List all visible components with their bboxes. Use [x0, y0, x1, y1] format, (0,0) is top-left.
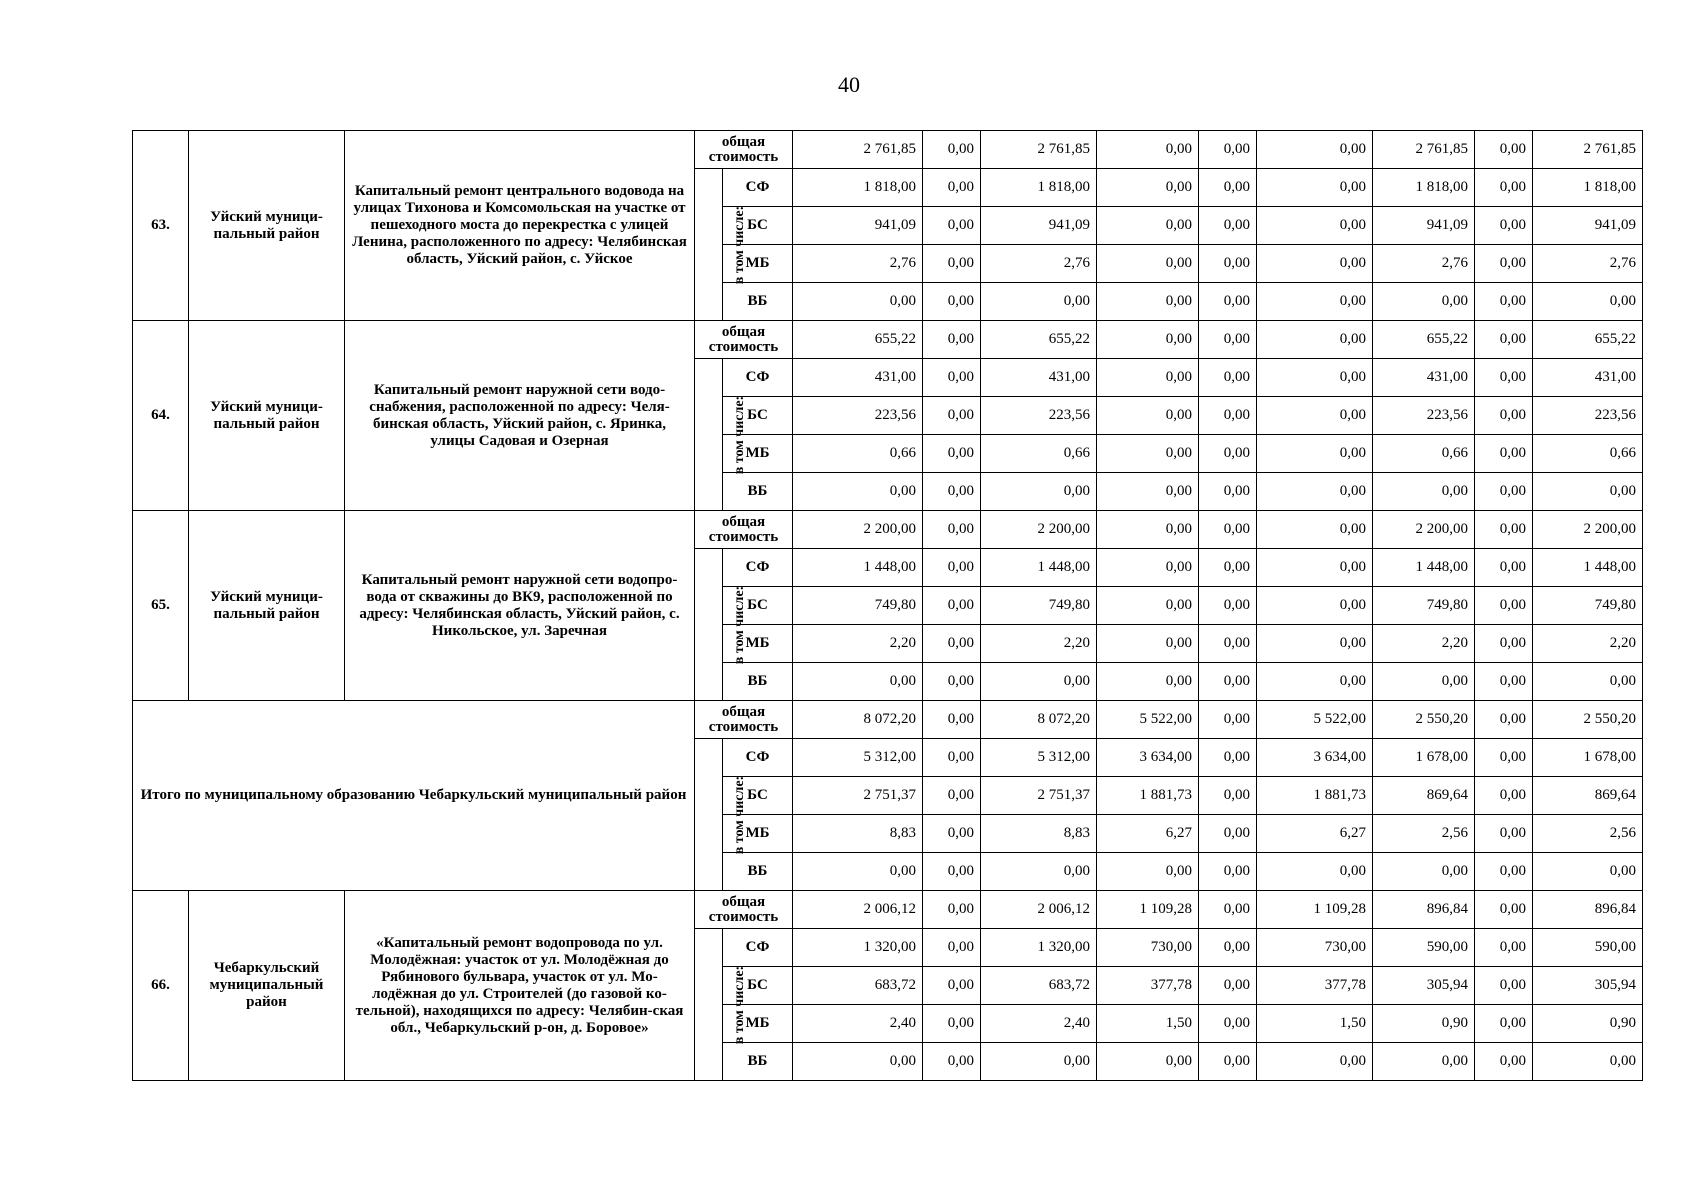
- value-cell: 2,76: [1373, 245, 1475, 283]
- value-cell: 0,00: [1475, 929, 1533, 967]
- value-cell: 749,80: [793, 587, 923, 625]
- value-cell: 2,76: [1533, 245, 1643, 283]
- value-cell: 0,00: [1475, 283, 1533, 321]
- value-cell: 0,00: [1097, 245, 1199, 283]
- including-label-text: в том числе:: [732, 395, 748, 475]
- work-description: Капитальный ремонт наружной сети водопро-вода от скважины до ВК9, расположенной по адресу: Челябинская область, Уйский район, с. Никольское, ул. Заречная: [345, 511, 695, 701]
- total-label: Итого по муниципальному образованию Чебаркульский муниципальный район: [133, 701, 695, 891]
- value-cell: 730,00: [1097, 929, 1199, 967]
- value-cell: 0,00: [1199, 283, 1257, 321]
- value-cell: 2,40: [981, 1005, 1097, 1043]
- value-cell: 0,00: [1199, 359, 1257, 397]
- value-cell: 0,00: [1475, 739, 1533, 777]
- value-cell: 0,00: [1373, 853, 1475, 891]
- value-cell: 0,00: [1199, 929, 1257, 967]
- fund-label: БС: [723, 397, 793, 435]
- value-cell: 0,00: [1475, 891, 1533, 929]
- region-name: Чебаркульский муниципальный район: [189, 891, 345, 1081]
- value-cell: 0,00: [1097, 359, 1199, 397]
- value-cell: 8,83: [981, 815, 1097, 853]
- value-cell: 5 312,00: [981, 739, 1097, 777]
- fund-label: ВБ: [723, 853, 793, 891]
- total-cost-label: общая стоимость: [695, 701, 793, 739]
- including-label: [695, 739, 748, 891]
- value-cell: 2,20: [1373, 625, 1475, 663]
- value-cell: 2,56: [1533, 815, 1643, 853]
- value-cell: 0,00: [923, 131, 981, 169]
- value-cell: 0,00: [1475, 853, 1533, 891]
- fund-label: СФ: [723, 169, 793, 207]
- value-cell: 0,00: [1199, 853, 1257, 891]
- value-cell: 0,00: [923, 929, 981, 967]
- value-cell: 0,00: [1199, 739, 1257, 777]
- value-cell: 6,27: [1257, 815, 1373, 853]
- value-cell: 0,00: [1533, 853, 1643, 891]
- value-cell: 2,76: [793, 245, 923, 283]
- value-cell: 0,00: [1475, 967, 1533, 1005]
- value-cell: 0,00: [1097, 853, 1199, 891]
- value-cell: 6,27: [1097, 815, 1199, 853]
- value-cell: 0,00: [1533, 473, 1643, 511]
- value-cell: 0,00: [1199, 245, 1257, 283]
- value-cell: 0,00: [1199, 1005, 1257, 1043]
- value-cell: 0,00: [1257, 131, 1373, 169]
- value-cell: 0,00: [1199, 511, 1257, 549]
- value-cell: 8,83: [793, 815, 923, 853]
- value-cell: 655,22: [1533, 321, 1643, 359]
- including-label-text: в том числе:: [732, 205, 748, 285]
- value-cell: 0,00: [1199, 321, 1257, 359]
- value-cell: 0,00: [1475, 359, 1533, 397]
- including-label: [695, 169, 748, 321]
- value-cell: 0,00: [1475, 397, 1533, 435]
- value-cell: 0,00: [1257, 511, 1373, 549]
- value-cell: 941,09: [1533, 207, 1643, 245]
- value-cell: 2 006,12: [981, 891, 1097, 929]
- value-cell: 1 818,00: [793, 169, 923, 207]
- value-cell: 1 881,73: [1257, 777, 1373, 815]
- budget-table: [132, 130, 1643, 1081]
- value-cell: 0,00: [1097, 397, 1199, 435]
- value-cell: 869,64: [1533, 777, 1643, 815]
- total-cost-label: общая стоимость: [695, 131, 793, 169]
- value-cell: 0,00: [1257, 169, 1373, 207]
- table-body: [133, 131, 1643, 1081]
- value-cell: 2 761,85: [1533, 131, 1643, 169]
- value-cell: 0,00: [1475, 245, 1533, 283]
- value-cell: 0,00: [1373, 663, 1475, 701]
- value-cell: 683,72: [793, 967, 923, 1005]
- value-cell: 0,00: [1257, 397, 1373, 435]
- value-cell: 2 751,37: [981, 777, 1097, 815]
- value-cell: 0,00: [1257, 245, 1373, 283]
- value-cell: 590,00: [1533, 929, 1643, 967]
- value-cell: 896,84: [1533, 891, 1643, 929]
- value-cell: 0,00: [1199, 587, 1257, 625]
- value-cell: 0,00: [923, 663, 981, 701]
- value-cell: 0,00: [1257, 549, 1373, 587]
- fund-label: БС: [723, 587, 793, 625]
- value-cell: 0,00: [923, 169, 981, 207]
- value-cell: 0,00: [1373, 473, 1475, 511]
- value-cell: 0,00: [1475, 625, 1533, 663]
- value-cell: 0,66: [793, 435, 923, 473]
- including-label: [695, 549, 748, 701]
- fund-label: ВБ: [723, 473, 793, 511]
- value-cell: 2 200,00: [793, 511, 923, 549]
- including-label: [695, 929, 748, 1081]
- region-name: Уйский муници-пальный район: [189, 131, 345, 321]
- value-cell: 1 448,00: [793, 549, 923, 587]
- value-cell: 0,00: [1257, 853, 1373, 891]
- value-cell: 0,00: [1097, 283, 1199, 321]
- value-cell: 0,00: [1199, 815, 1257, 853]
- work-description: Капитальный ремонт наружной сети водо-снабжения, расположенной по адресу: Челя-бинская область, Уйский район, с. Яринка, улицы Садовая и Озерная: [345, 321, 695, 511]
- value-cell: 2 200,00: [981, 511, 1097, 549]
- value-cell: 0,00: [1097, 549, 1199, 587]
- value-cell: 0,00: [1097, 587, 1199, 625]
- value-cell: 0,00: [923, 1043, 981, 1081]
- value-cell: 2 761,85: [981, 131, 1097, 169]
- work-description: «Капитальный ремонт водопровода по ул. Молодёжная: участок от ул. Молодёжная до Рябинового бульвара, участок от ул. Мо-лодёжная до ул. Строителей (до газовой ко-тельной), находящихся по адресу: Челябин-ская обл., Чебаркульский р-он, д. Боровое»: [345, 891, 695, 1081]
- including-label: [695, 359, 748, 511]
- fund-label: МБ: [723, 815, 793, 853]
- value-cell: 0,00: [1475, 1005, 1533, 1043]
- value-cell: 1 109,28: [1097, 891, 1199, 929]
- value-cell: 1 678,00: [1373, 739, 1475, 777]
- value-cell: 0,00: [1199, 777, 1257, 815]
- value-cell: 0,00: [1373, 1043, 1475, 1081]
- including-label-text: в том числе:: [732, 585, 748, 665]
- value-cell: 0,00: [1475, 701, 1533, 739]
- table-row: [133, 131, 1643, 169]
- value-cell: 0,00: [923, 207, 981, 245]
- value-cell: 0,00: [1257, 663, 1373, 701]
- row-index: 63.: [133, 131, 189, 321]
- value-cell: 2 006,12: [793, 891, 923, 929]
- value-cell: 0,66: [1373, 435, 1475, 473]
- value-cell: 749,80: [1373, 587, 1475, 625]
- value-cell: 0,00: [923, 701, 981, 739]
- value-cell: 0,00: [1199, 435, 1257, 473]
- value-cell: 1 818,00: [1533, 169, 1643, 207]
- value-cell: 0,00: [1199, 131, 1257, 169]
- value-cell: 0,00: [923, 815, 981, 853]
- value-cell: 0,00: [1199, 473, 1257, 511]
- value-cell: 0,00: [1475, 321, 1533, 359]
- value-cell: 1 678,00: [1533, 739, 1643, 777]
- value-cell: 2 550,20: [1533, 701, 1643, 739]
- value-cell: 0,00: [1097, 1043, 1199, 1081]
- value-cell: 0,00: [1475, 207, 1533, 245]
- value-cell: 2,56: [1373, 815, 1475, 853]
- value-cell: 655,22: [793, 321, 923, 359]
- value-cell: 730,00: [1257, 929, 1373, 967]
- value-cell: 0,00: [923, 967, 981, 1005]
- value-cell: 223,56: [793, 397, 923, 435]
- table-row: [133, 891, 1643, 929]
- value-cell: 0,00: [1475, 549, 1533, 587]
- value-cell: 0,00: [1199, 1043, 1257, 1081]
- value-cell: 0,00: [923, 245, 981, 283]
- value-cell: 0,00: [1475, 511, 1533, 549]
- value-cell: 1,50: [1097, 1005, 1199, 1043]
- value-cell: 0,00: [793, 473, 923, 511]
- value-cell: 1 818,00: [981, 169, 1097, 207]
- value-cell: 749,80: [1533, 587, 1643, 625]
- value-cell: 0,00: [923, 511, 981, 549]
- fund-label: ВБ: [723, 663, 793, 701]
- value-cell: 0,00: [1257, 587, 1373, 625]
- value-cell: 0,00: [793, 1043, 923, 1081]
- value-cell: 431,00: [1373, 359, 1475, 397]
- value-cell: 655,22: [981, 321, 1097, 359]
- value-cell: 377,78: [1097, 967, 1199, 1005]
- total-row: [133, 701, 1643, 739]
- value-cell: 0,00: [1257, 283, 1373, 321]
- fund-label: БС: [723, 777, 793, 815]
- value-cell: 2 751,37: [793, 777, 923, 815]
- value-cell: 0,00: [923, 587, 981, 625]
- value-cell: 2,76: [981, 245, 1097, 283]
- table-row: [133, 321, 1643, 359]
- including-label-text: в том числе:: [732, 775, 748, 855]
- value-cell: 0,00: [1097, 511, 1199, 549]
- value-cell: 0,00: [1097, 131, 1199, 169]
- value-cell: 2 200,00: [1533, 511, 1643, 549]
- value-cell: 0,00: [1475, 587, 1533, 625]
- value-cell: 0,00: [1097, 625, 1199, 663]
- value-cell: 431,00: [793, 359, 923, 397]
- value-cell: 0,00: [923, 777, 981, 815]
- value-cell: 0,00: [1199, 169, 1257, 207]
- value-cell: 2 761,85: [793, 131, 923, 169]
- value-cell: 0,00: [1257, 473, 1373, 511]
- value-cell: 0,00: [793, 853, 923, 891]
- value-cell: 0,00: [981, 473, 1097, 511]
- value-cell: 0,00: [923, 473, 981, 511]
- value-cell: 223,56: [1373, 397, 1475, 435]
- row-index: 64.: [133, 321, 189, 511]
- value-cell: 0,00: [793, 663, 923, 701]
- value-cell: 1 818,00: [1373, 169, 1475, 207]
- value-cell: 683,72: [981, 967, 1097, 1005]
- value-cell: 869,64: [1373, 777, 1475, 815]
- value-cell: 3 634,00: [1257, 739, 1373, 777]
- value-cell: 0,00: [923, 1005, 981, 1043]
- fund-label: МБ: [723, 435, 793, 473]
- value-cell: 0,00: [1475, 1043, 1533, 1081]
- value-cell: 0,00: [1097, 663, 1199, 701]
- value-cell: 1 448,00: [1373, 549, 1475, 587]
- total-cost-label: общая стоимость: [695, 321, 793, 359]
- value-cell: 655,22: [1373, 321, 1475, 359]
- table-row: [133, 511, 1643, 549]
- fund-label: СФ: [723, 739, 793, 777]
- value-cell: 0,66: [981, 435, 1097, 473]
- value-cell: 0,66: [1533, 435, 1643, 473]
- value-cell: 0,00: [1097, 435, 1199, 473]
- value-cell: 0,00: [1257, 321, 1373, 359]
- value-cell: 0,00: [1097, 169, 1199, 207]
- fund-label: СФ: [723, 929, 793, 967]
- value-cell: 8 072,20: [981, 701, 1097, 739]
- value-cell: 0,00: [981, 283, 1097, 321]
- value-cell: 1 881,73: [1097, 777, 1199, 815]
- value-cell: 0,00: [923, 397, 981, 435]
- value-cell: 0,00: [1475, 663, 1533, 701]
- value-cell: 223,56: [981, 397, 1097, 435]
- value-cell: 1 320,00: [793, 929, 923, 967]
- value-cell: 0,00: [1475, 473, 1533, 511]
- including-label-text: в том числе:: [732, 965, 748, 1045]
- fund-label: МБ: [723, 245, 793, 283]
- value-cell: 896,84: [1373, 891, 1475, 929]
- value-cell: 5 522,00: [1257, 701, 1373, 739]
- region-name: Уйский муници-пальный район: [189, 511, 345, 701]
- value-cell: 0,00: [1097, 321, 1199, 359]
- page-number: 40: [838, 72, 860, 97]
- fund-label: БС: [723, 967, 793, 1005]
- value-cell: 1 448,00: [1533, 549, 1643, 587]
- value-cell: 2,20: [793, 625, 923, 663]
- value-cell: 0,00: [923, 321, 981, 359]
- value-cell: 0,00: [1257, 435, 1373, 473]
- value-cell: 0,00: [923, 359, 981, 397]
- value-cell: 0,00: [1475, 169, 1533, 207]
- value-cell: 0,00: [981, 1043, 1097, 1081]
- value-cell: 0,00: [1097, 473, 1199, 511]
- value-cell: 3 634,00: [1097, 739, 1199, 777]
- value-cell: 0,00: [1199, 967, 1257, 1005]
- value-cell: 2 200,00: [1373, 511, 1475, 549]
- value-cell: 941,09: [793, 207, 923, 245]
- value-cell: 1 448,00: [981, 549, 1097, 587]
- value-cell: 0,00: [793, 283, 923, 321]
- value-cell: 941,09: [981, 207, 1097, 245]
- value-cell: 0,00: [923, 625, 981, 663]
- value-cell: 0,00: [1475, 777, 1533, 815]
- value-cell: 8 072,20: [793, 701, 923, 739]
- value-cell: 0,00: [1199, 663, 1257, 701]
- value-cell: 0,00: [981, 853, 1097, 891]
- fund-label: БС: [723, 207, 793, 245]
- value-cell: 0,00: [981, 663, 1097, 701]
- value-cell: 5 312,00: [793, 739, 923, 777]
- value-cell: 431,00: [981, 359, 1097, 397]
- work-description: Капитальный ремонт центрального водовода на улицах Тихонова и Комсомольская на участке от пешеходного моста до перекрестка с улицей Ленина, расположенного по адресу: Челябинская область, Уйский район, с. Уйское: [345, 131, 695, 321]
- value-cell: 0,00: [923, 891, 981, 929]
- value-cell: 749,80: [981, 587, 1097, 625]
- value-cell: 941,09: [1373, 207, 1475, 245]
- value-cell: 1 109,28: [1257, 891, 1373, 929]
- value-cell: 1,50: [1257, 1005, 1373, 1043]
- value-cell: 431,00: [1533, 359, 1643, 397]
- value-cell: 0,00: [1199, 701, 1257, 739]
- value-cell: 0,00: [1533, 663, 1643, 701]
- value-cell: 2,20: [1533, 625, 1643, 663]
- fund-label: МБ: [723, 625, 793, 663]
- value-cell: 0,00: [1475, 435, 1533, 473]
- value-cell: 377,78: [1257, 967, 1373, 1005]
- value-cell: 0,00: [1199, 397, 1257, 435]
- value-cell: 5 522,00: [1097, 701, 1199, 739]
- value-cell: 0,00: [923, 853, 981, 891]
- value-cell: 1 320,00: [981, 929, 1097, 967]
- value-cell: 0,00: [1257, 207, 1373, 245]
- value-cell: 0,00: [1257, 625, 1373, 663]
- value-cell: 2,20: [981, 625, 1097, 663]
- fund-label: СФ: [723, 549, 793, 587]
- value-cell: 0,00: [923, 549, 981, 587]
- value-cell: 305,94: [1533, 967, 1643, 1005]
- value-cell: 0,00: [1533, 283, 1643, 321]
- value-cell: 0,00: [1199, 891, 1257, 929]
- value-cell: 0,00: [1199, 549, 1257, 587]
- value-cell: 590,00: [1373, 929, 1475, 967]
- fund-label: ВБ: [723, 283, 793, 321]
- total-cost-label: общая стоимость: [695, 511, 793, 549]
- value-cell: 0,00: [1257, 1043, 1373, 1081]
- value-cell: 0,00: [1097, 207, 1199, 245]
- value-cell: 0,00: [1373, 283, 1475, 321]
- region-name: Уйский муници-пальный район: [189, 321, 345, 511]
- value-cell: 2 761,85: [1373, 131, 1475, 169]
- value-cell: 0,00: [923, 283, 981, 321]
- value-cell: 2,40: [793, 1005, 923, 1043]
- total-cost-label: общая стоимость: [695, 891, 793, 929]
- fund-label: ВБ: [723, 1043, 793, 1081]
- row-index: 65.: [133, 511, 189, 701]
- value-cell: 0,00: [923, 739, 981, 777]
- value-cell: 305,94: [1373, 967, 1475, 1005]
- fund-label: МБ: [723, 1005, 793, 1043]
- value-cell: 0,00: [1475, 815, 1533, 853]
- fund-label: СФ: [723, 359, 793, 397]
- value-cell: 0,90: [1373, 1005, 1475, 1043]
- value-cell: 0,00: [1199, 207, 1257, 245]
- value-cell: 0,00: [1199, 625, 1257, 663]
- value-cell: 0,90: [1533, 1005, 1643, 1043]
- value-cell: 0,00: [1533, 1043, 1643, 1081]
- value-cell: 223,56: [1533, 397, 1643, 435]
- value-cell: 0,00: [1257, 359, 1373, 397]
- value-cell: 0,00: [923, 435, 981, 473]
- value-cell: 0,00: [1475, 131, 1533, 169]
- row-index: 66.: [133, 891, 189, 1081]
- value-cell: 2 550,20: [1373, 701, 1475, 739]
